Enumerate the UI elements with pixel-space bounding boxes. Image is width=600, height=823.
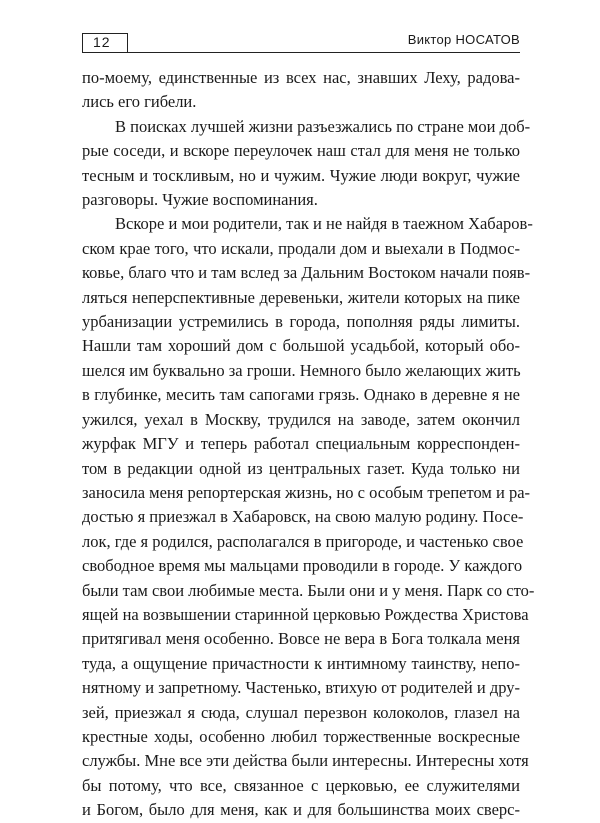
text-line: Нашли там хороший дом с большой усадьбой, который обо-	[82, 336, 520, 356]
text-line: и Богом, было для меня, как и для большинства моих сверс-	[82, 800, 520, 820]
text-line: крестные ходы, особенно любил торжественные воскресные	[82, 726, 520, 746]
text-line: В поисках лучшей жизни разъезжались по стране мои доб-	[115, 116, 531, 136]
paragraph	[82, 115, 531, 213]
paragraph	[82, 212, 535, 822]
header-rule	[128, 52, 520, 53]
text-line: лись его гибели.	[82, 92, 197, 112]
text-line: шелся им буквально за гроши. Немного было желающих жить	[82, 360, 521, 380]
page-number: 12	[82, 33, 128, 53]
body-text	[82, 66, 535, 823]
text-line: ужился, уехал в Москву, трудился на заводе, затем окончил	[82, 409, 520, 429]
text-line: были там свои любимые места. Были они и у меня. Парк со сто-	[82, 580, 535, 600]
text-line: нятному и запретному. Частенько, втихую от родителей и дру-	[82, 678, 520, 698]
text-line: заносила меня репортерская жизнь, но с особым трепетом и ра-	[82, 482, 531, 502]
text-line: рые соседи, и вскоре переулочек наш стал для меня не только	[82, 141, 520, 161]
text-line: том в редакции одной из центральных газет. Куда только ни	[82, 458, 520, 478]
text-line: ящей на возвышении старинной церковью Рождества Христова	[82, 604, 529, 624]
text-line: зей, приезжал я сюда, слушал перезвон колоколов, глазел на	[82, 702, 520, 722]
paragraph	[82, 66, 520, 115]
text-line: по-моему, единственные из всех нас, знавших Леху, радова-	[82, 68, 520, 87]
text-line: свободное время мы мальцами проводили в городе. У каждого	[82, 556, 523, 576]
text-line: притягивал меня особенно. Вовсе не вера в Бога толкала меня	[82, 629, 520, 649]
text-line: в глубинке, месить там сапогами грязь. Однако в деревне я не	[82, 385, 520, 405]
text-line: ковье, благо что и там вслед за Дальним Востоком начали появ-	[82, 263, 531, 283]
text-line: туда, а ощущение причастности к интимному таинству, непо-	[82, 653, 520, 673]
text-line: ляться неперспективные деревеньки, жители которых на пике	[82, 287, 520, 307]
running-head: Виктор НОСАТОВ	[407, 32, 520, 47]
text-line: службы. Мне все эти действа были интересны. Интересны хотя	[82, 751, 529, 771]
text-line: достью я приезжал в Хабаровск, на свою малую родину. Посе-	[82, 507, 524, 527]
text-line: тесным и тоскливым, но и чужим. Чужие люди вокруг, чужие	[82, 165, 520, 185]
text-line: урбанизации устремились в города, пополняя ряды лимиты.	[82, 312, 520, 332]
text-line: Вскоре и мои родители, так и не найдя в таежном Хабаров-	[115, 214, 533, 234]
text-line: разговоры. Чужие воспоминания.	[82, 190, 318, 210]
text-line: лок, где я родился, располагался в пригороде, и частенько свое	[82, 531, 524, 551]
text-line: ском крае того, что искали, продали дом и выехали в Подмос-	[82, 238, 520, 258]
text-line: бы потому, что все, связанное с церковью, ее служителями	[82, 775, 520, 795]
page-header	[82, 30, 520, 54]
text-line: журфак МГУ и теперь работал специальным корреспонден-	[82, 434, 520, 454]
